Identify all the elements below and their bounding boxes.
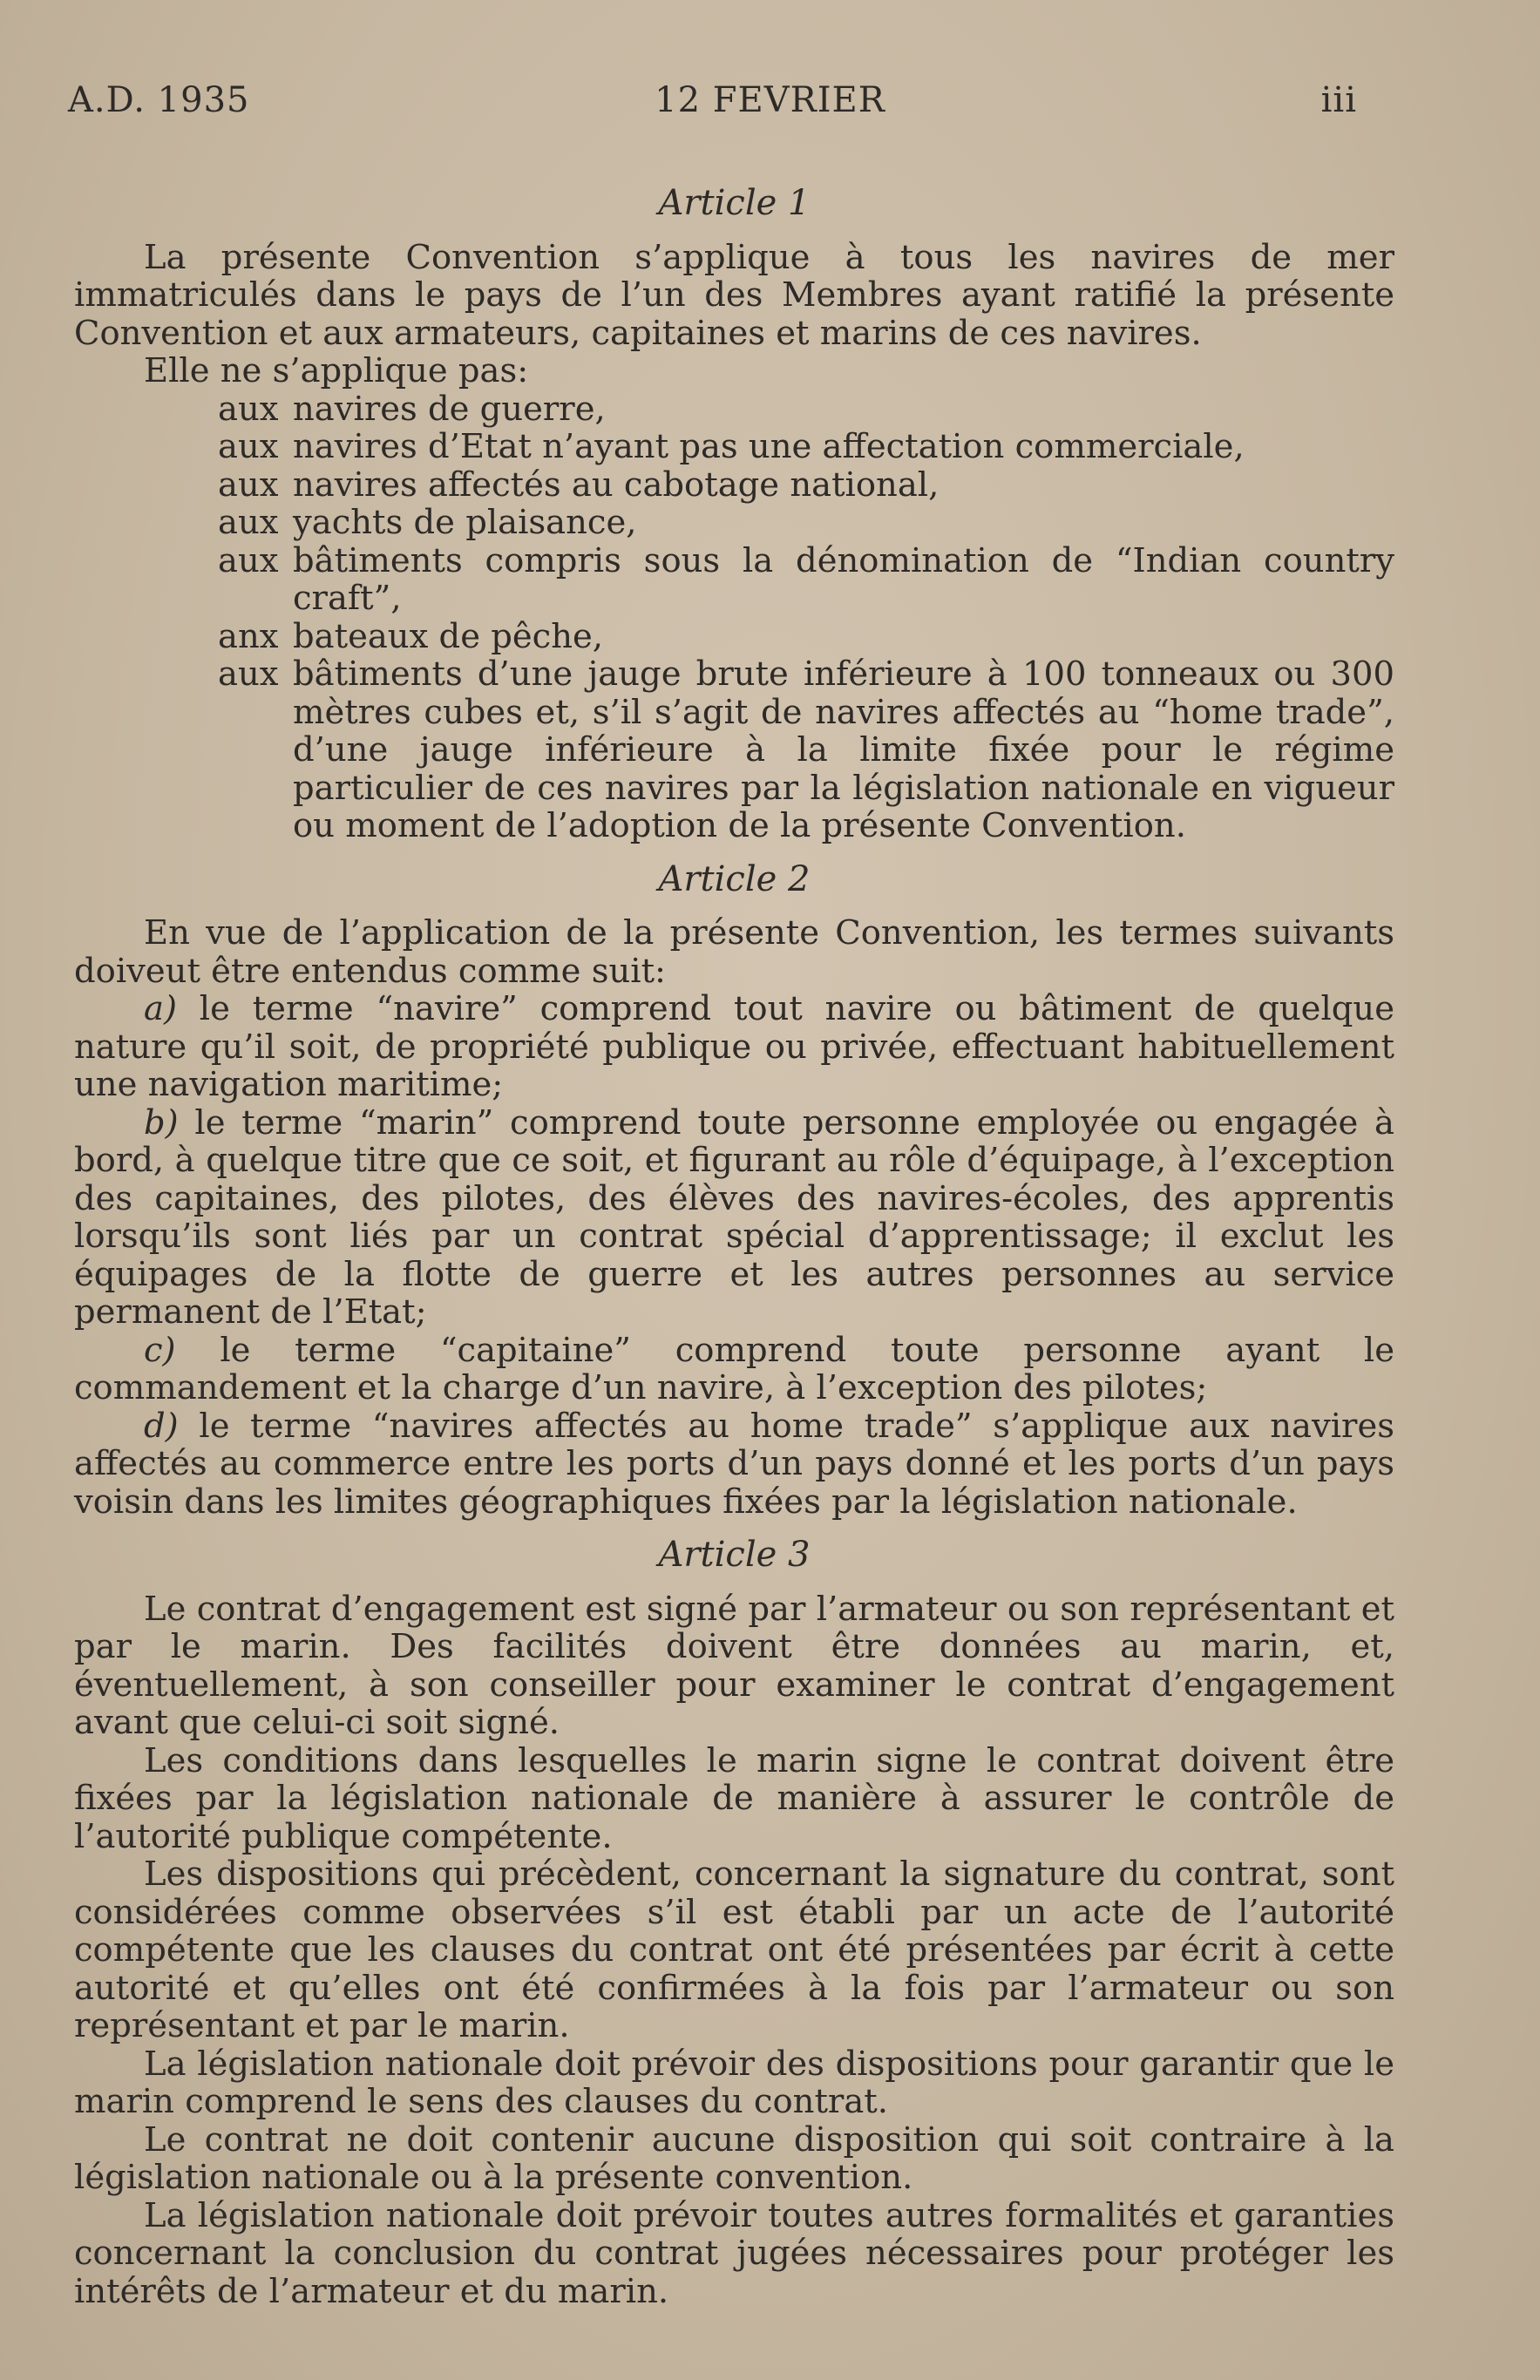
- list-item-prefix: aux: [218, 503, 279, 542]
- definition-letter: d): [144, 1406, 179, 1446]
- article-3-paragraph: Le contrat d’engagement est signé par l’armateur ou son représentant et par le marin. Des facilités doivent être données au marin, et, éventuellement, à son conseiller pour examiner le contrat d’engagement avant que celui-ci soit signé.: [74, 1589, 1394, 1742]
- list-item: [218, 504, 1394, 542]
- header-page-number: iii: [1320, 80, 1357, 120]
- list-item-prefix: aux: [218, 464, 279, 505]
- list-item-prefix: aux: [218, 427, 279, 466]
- list-item-text: bâtiments d’une jauge brute inférieure à 100 tonneaux ou 300 mètres cubes et, s’il s’agit de navires affectés au “home trade”, d’une jauge inférieure à la limite fixée pour le régime particulier de ces navires par la législation nationale en vigueur ou moment de l’adoption de la présente Convention.: [293, 654, 1394, 845]
- definition-letter: a): [144, 989, 177, 1028]
- article-1-title: Article 1: [658, 183, 811, 223]
- list-item: [218, 466, 1394, 505]
- list-item-prefix: anx: [218, 616, 279, 656]
- article-3-title: Article 3: [658, 1535, 811, 1575]
- definition-text: le terme “marin” comprend toute personne employée ou engagée à bord, à quelque titre que ce soit, et figurant au rôle d’équipage, à l’exception des capitaines, des pilotes, des élèves des navires-écoles, des apprentis lorsqu’ils sont liés par un contrat spécial d’apprentissage; il exclut les équipages de la flotte de guerre et les autres personnes au service permanent de l’Etat;: [74, 1102, 1394, 1332]
- article-2-definition-b: [74, 1104, 1394, 1332]
- definition-text: le terme “navire” comprend tout navire ou bâtiment de quelque nature qu’il soit, de propriété publique ou privée, effectuant habituellement une navigation maritime;: [74, 989, 1394, 1104]
- header-year: A.D. 1935: [68, 80, 250, 120]
- list-item: [218, 542, 1394, 618]
- list-item: [218, 655, 1394, 845]
- list-item-text: navires affectés au cabotage national,: [293, 464, 940, 505]
- article-2-title: Article 2: [658, 858, 811, 899]
- article-3-paragraph: Les dispositions qui précèdent, concernant la signature du contrat, sont considérées comme observées s’il est établi par un acte de l’autorité compétente que les clauses du contrat ont été présentées par écrit à cette autorité et qu’elles ont été confirmées à la fois par l’armateur ou son représentant et par le marin.: [74, 1855, 1394, 2045]
- list-item-text: yachts de plaisance,: [293, 503, 637, 542]
- definition-text: le terme “navires affectés au home trade” s’applique aux navires affectés au commerce entre les ports d’un pays donné et les ports d’un pays voisin dans les limites géographiques fixées par la législation nationale.: [74, 1406, 1394, 1522]
- list-item-text: bateaux de pêche,: [293, 616, 604, 656]
- article-3-paragraph: Le contrat ne doit contenir aucune disposition qui soit contraire à la législation nationale ou à la présente convention.: [74, 2119, 1394, 2197]
- header-date: 12 FEVRIER: [655, 80, 885, 120]
- article-2-definition-c: [74, 1332, 1394, 1407]
- list-item: [218, 390, 1394, 429]
- list-item: [218, 428, 1394, 466]
- article-3-paragraph: La législation nationale doit prévoir des dispositions pour garantir que le marin comprend le sens des clauses du contrat.: [74, 2044, 1394, 2121]
- article-1-paragraph-2: Elle ne s’applique pas:: [144, 351, 529, 390]
- definition-letter: b): [144, 1102, 179, 1143]
- definition-text: le terme “capitaine” comprend toute personne ayant le commandement et la charge d’un navire, à l’exception des pilotes;: [74, 1330, 1394, 1407]
- article-1-paragraph-1: La présente Convention s’applique à tous les navires de mer immatriculés dans le pays de l’un des Membres ayant ratifié la présente Convention et aux armateurs, capitaines et marins de ces navires.: [74, 237, 1394, 353]
- article-3-paragraph: Les conditions dans lesquelles le marin signe le contrat doivent être fixées par la législation nationale de manière à assurer le contrôle de l’autorité publique compétente.: [74, 1740, 1394, 1856]
- list-item-text: navires d’Etat n’ayant pas une affectation commerciale,: [293, 427, 1245, 466]
- article-3-paragraph: La législation nationale doit prévoir toutes autres formalités et garanties concernant la conclusion du contrat jugées nécessaires pour protéger les intérêts de l’armateur et du marin.: [74, 2195, 1394, 2311]
- article-1-exclusion-list: [218, 390, 1394, 845]
- article-2-definition-a: [74, 990, 1394, 1104]
- list-item-text: bâtiments compris sous la dénomination de “Indian country craft”,: [293, 540, 1394, 618]
- list-item-text: navires de guerre,: [293, 389, 606, 429]
- list-item-prefix: aux: [218, 654, 279, 694]
- definition-letter: c): [144, 1330, 176, 1370]
- article-2-paragraph-1: En vue de l’application de la présente Convention, les termes suivants doiveut être entendus comme suit:: [74, 913, 1394, 991]
- document-body: [74, 174, 1394, 2310]
- list-item-prefix: aux: [218, 540, 279, 580]
- list-item-prefix: aux: [218, 389, 279, 429]
- list-item: [218, 618, 1394, 656]
- article-2-definition-d: [74, 1407, 1394, 1522]
